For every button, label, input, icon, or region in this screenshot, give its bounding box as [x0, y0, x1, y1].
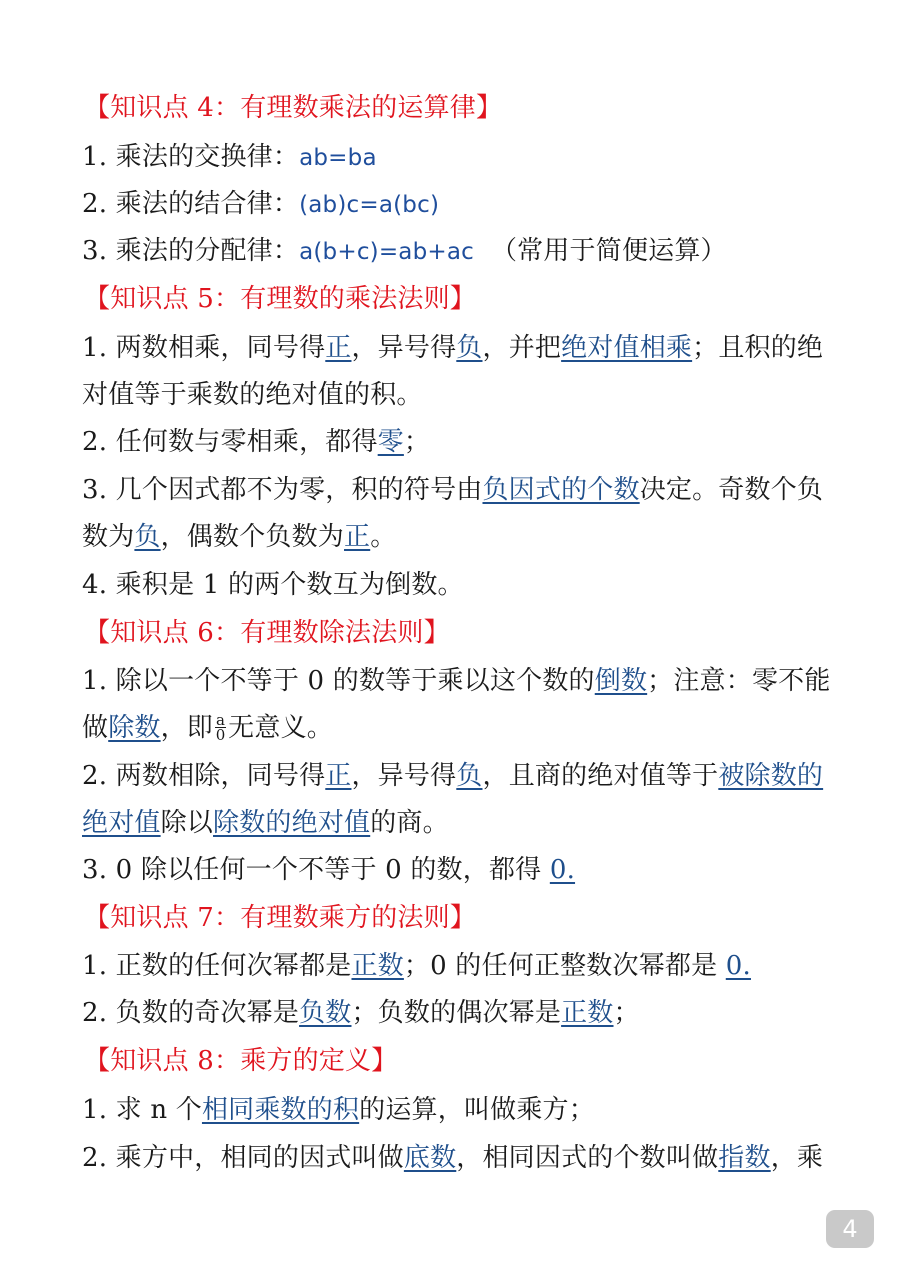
- s5-line-1: [82, 331, 823, 365]
- fill-answer: 负: [134, 522, 161, 552]
- fill-answer: 零: [377, 427, 404, 457]
- text: 1. 求 n 个: [82, 1095, 202, 1125]
- numerator: a: [216, 710, 226, 729]
- s7-line-2: [82, 996, 640, 1030]
- text: 2. 任何数与零相乘，都得: [82, 427, 378, 457]
- text: ；注意：零不能: [647, 666, 831, 696]
- section-6-heading: 【知识点 6：有理数除法法则】: [84, 618, 450, 648]
- denominator: 0: [215, 725, 226, 744]
- s5-line-3-cont: [82, 520, 396, 554]
- s8-line-2: [82, 1141, 823, 1175]
- text: 除以: [160, 808, 214, 838]
- text: ；负数的偶次幂是: [351, 998, 562, 1028]
- text: 无意义。: [228, 713, 333, 743]
- s6-line-1: [82, 664, 831, 698]
- text: ，并把: [482, 333, 562, 363]
- fraction-a-over-0: [215, 710, 226, 744]
- formula: ab=ba: [299, 145, 377, 171]
- text: 1. 正数的任何次幂都是: [82, 951, 352, 981]
- text: 的商。: [370, 808, 449, 838]
- formula: (ab)c=a(bc): [299, 192, 440, 218]
- fill-answer: 底数: [403, 1143, 457, 1173]
- text: ，即: [160, 713, 214, 743]
- fill-answer: 正: [344, 522, 371, 552]
- fill-answer: 负: [456, 761, 483, 791]
- text: 的运算，叫做乘方；: [359, 1095, 595, 1125]
- text: 2. 负数的奇次幂是: [82, 998, 300, 1028]
- fill-answer: 除数: [108, 713, 161, 743]
- text: 3. 乘法的分配律：: [82, 236, 300, 266]
- page-number-badge: 4: [826, 1210, 874, 1248]
- text: 2. 两数相除，同号得: [82, 761, 326, 791]
- text: ，乘: [770, 1143, 824, 1173]
- text: ，异号得: [351, 761, 457, 791]
- section-5-heading: 【知识点 5：有理数的乘法法则】: [84, 284, 477, 314]
- s6-line-3: [82, 853, 575, 887]
- fill-answer: 相同乘数的积: [201, 1095, 360, 1125]
- fill-answer: 被除数的: [718, 761, 824, 791]
- fill-answer: 绝对值: [82, 808, 161, 838]
- fill-answer: 0.: [549, 855, 576, 885]
- text: 数为: [82, 522, 135, 552]
- s6-line-2: [82, 759, 823, 793]
- fill-answer: 倒数: [594, 666, 648, 696]
- text: 决定。奇数个负: [639, 475, 824, 505]
- s5-line-3: [82, 473, 823, 507]
- text: ；0 的任何正整数次幂都是: [403, 951, 726, 981]
- fill-answer: 正数: [351, 951, 404, 981]
- text: 1. 乘法的交换律：: [82, 142, 300, 172]
- text: ，且商的绝对值等于: [482, 761, 719, 791]
- text: 1. 两数相乘，同号得: [82, 333, 326, 363]
- section-4-heading: 【知识点 4：有理数乘法的运算律】: [84, 93, 503, 123]
- fill-answer: 正数: [561, 998, 614, 1028]
- text: 2. 乘法的结合律：: [82, 189, 300, 219]
- text: 3. 几个因式都不为零，积的符号由: [82, 475, 483, 505]
- fill-answer: 负因式的个数: [482, 475, 640, 505]
- text: 。: [370, 522, 397, 552]
- s4-line-2: [82, 187, 439, 222]
- fill-answer: 除数的绝对值: [213, 808, 371, 838]
- s5-line-2: [82, 425, 430, 459]
- fill-answer: 正: [325, 333, 352, 363]
- fill-answer: 0.: [725, 951, 751, 981]
- s5-line-1-cont: 对值等于乘数的绝对值的积。: [82, 380, 423, 410]
- fill-answer: 负数: [299, 998, 352, 1028]
- fill-answer: 负: [456, 333, 483, 363]
- text: 1. 除以一个不等于 0 的数等于乘以这个数的: [82, 666, 595, 696]
- text: ，异号得: [351, 333, 457, 363]
- text: 2. 乘方中，相同的因式叫做: [82, 1143, 404, 1173]
- text: ；且积的绝: [692, 333, 824, 363]
- s4-line-3: [82, 234, 727, 269]
- text: ；: [613, 998, 640, 1028]
- section-7-heading: 【知识点 7：有理数乘方的法则】: [84, 903, 477, 933]
- text: ，偶数个负数为: [160, 522, 345, 552]
- s8-line-1: [82, 1093, 595, 1127]
- text: 做: [82, 713, 109, 743]
- section-8-heading: 【知识点 8：乘方的定义】: [84, 1046, 398, 1076]
- s4-line-1: [82, 140, 377, 175]
- text: ，相同因式的个数叫做: [456, 1143, 719, 1173]
- note: （常用于简便运算）: [490, 236, 727, 266]
- fill-answer: 指数: [718, 1143, 771, 1173]
- formula: a(b+c)=ab+ac: [299, 239, 475, 265]
- s5-line-4: 4. 乘积是 1 的两个数互为倒数。: [82, 570, 464, 600]
- fill-answer: 正: [325, 761, 352, 791]
- text: 3. 0 除以任何一个不等于 0 的数，都得: [82, 855, 550, 885]
- s6-line-1-cont: [82, 711, 333, 745]
- s6-line-2-cont: [82, 806, 449, 840]
- text: ；: [403, 427, 431, 457]
- s7-line-1: [82, 949, 751, 983]
- fill-answer: 绝对值相乘: [561, 333, 693, 363]
